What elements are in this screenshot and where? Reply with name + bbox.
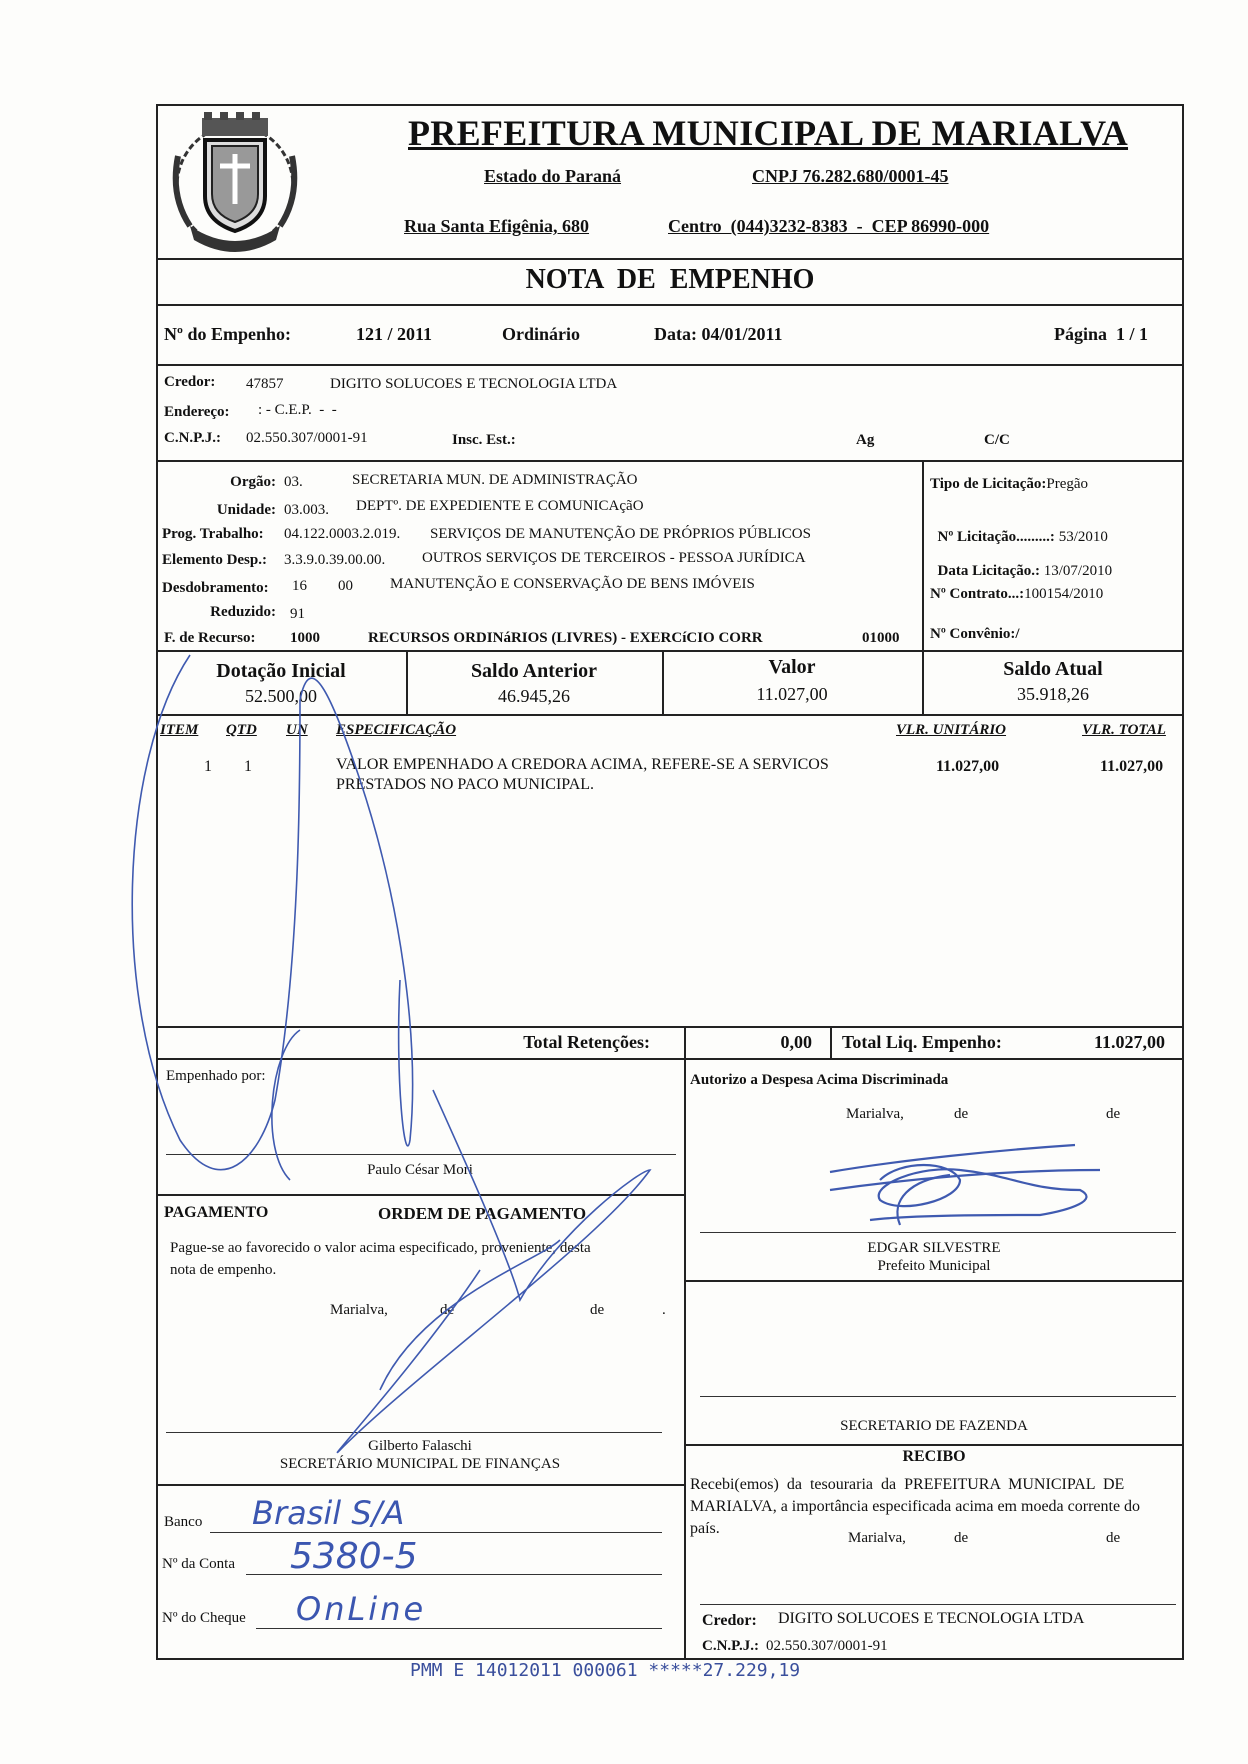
banco-field[interactable]: Brasil S/A — [252, 1494, 405, 1532]
credor-name: DIGITO SOLUCOES E TECNOLOGIA LTDA — [330, 376, 618, 392]
empenho-label: Nº do Empenho: — [164, 324, 291, 344]
header-state: Estado do Paraná — [484, 166, 622, 186]
credor-label: Credor: — [164, 374, 216, 390]
recibo-city: Marialva, — [848, 1530, 906, 1546]
credor-address-label: Endereço: — [164, 404, 230, 420]
empenho-number: 121 / 2011 — [356, 324, 433, 344]
signer-gilberto-role: SECRETÁRIO MUNICIPAL DE FINANÇAS — [279, 1456, 561, 1472]
credor-insc-label: Insc. Est.: — [452, 432, 516, 448]
saldo-atual-value: 35.918,26 — [1017, 684, 1089, 704]
recurso-desc: RECURSOS ORDINáRIOS (LIVRES) - EXERCíCIO CORR — [368, 630, 763, 646]
licitacao-numero-value: 53/2010 — [1058, 529, 1108, 545]
saldo-anterior-label: Saldo Anterior — [470, 660, 598, 682]
credor-code: 47857 — [246, 376, 284, 392]
row-total-value: 11.027,00 — [1100, 758, 1164, 775]
signer-gilberto: Gilberto Falaschi — [368, 1438, 472, 1454]
prog-label: Prog. Trabalho: — [162, 526, 264, 542]
licitacao-tipo — [930, 476, 1088, 493]
licitacao-contrato — [930, 586, 1103, 603]
unidade-label: Unidade: — [216, 502, 276, 518]
ordem-city: Marialva, — [330, 1302, 388, 1318]
autorizo-city: Marialva, — [846, 1106, 904, 1122]
credor-address-value: : - C.E.P. - - — [258, 402, 337, 418]
row-unit-value: 11.027,00 — [936, 758, 1000, 775]
prog-desc: SERVIÇOS DE MANUTENÇÃO DE PRÓPRIOS PÚBLICOS — [430, 526, 811, 542]
header-title: PREFEITURA MUNICIPAL DE MARIALVA — [408, 113, 1129, 153]
saldo-atual-label: Saldo Atual — [1003, 658, 1103, 680]
valor-value: 11.027,00 — [756, 684, 828, 704]
row-qtd: 1 — [244, 758, 252, 775]
col-header-un: UN — [286, 722, 308, 738]
unidade-desc: DEPTº. DE EXPEDIENTE E COMUNICAçãO — [356, 498, 644, 514]
ordem-pagamento-label: ORDEM DE PAGAMENTO — [378, 1204, 587, 1223]
row-spec-line2: PRESTADOS NO PACO MUNICIPAL. — [336, 776, 595, 793]
recibo-credor-label: Credor: — [702, 1612, 757, 1629]
licitacao-data-label: Data Licitação.: — [937, 563, 1044, 579]
credor-cnpj-value: 02.550.307/0001-91 — [246, 430, 368, 446]
dotacao-inicial-value: 52.500,00 — [245, 686, 317, 706]
cheque-label: Nº do Cheque — [162, 1610, 246, 1626]
autorizo-de-2: de — [1106, 1106, 1121, 1122]
col-header-item: ITEM — [160, 722, 199, 738]
recurso-code: 1000 — [290, 630, 320, 646]
recibo-cnpj-label: C.N.P.J.: — [702, 1638, 759, 1654]
signer-edgar-role: Prefeito Municipal — [877, 1258, 991, 1274]
licitacao-numero-label: Nº Licitação.........: — [937, 529, 1059, 545]
saldo-anterior-value: 46.945,26 — [498, 686, 570, 706]
orgao-label: Orgão: — [230, 474, 276, 490]
recibo-cnpj-value: 02.550.307/0001-91 — [766, 1638, 888, 1654]
empenho-type: Ordinário — [502, 324, 581, 344]
recurso-label: F. de Recurso: — [164, 630, 256, 646]
ordem-de-1: de — [440, 1302, 455, 1318]
credor-ag-label: Ag — [856, 432, 875, 448]
licitacao-contrato-label: Nº Contrato...: — [930, 586, 1025, 602]
document-title: NOTA DE EMPENHO — [525, 264, 815, 295]
total-liq-label: Total Liq. Empenho: — [842, 1032, 1002, 1052]
col-header-especificacao: ESPECIFICAÇÃO — [336, 722, 457, 738]
total-liq-value: 11.027,00 — [1094, 1032, 1166, 1052]
licitacao-numero — [930, 512, 1108, 546]
dotacao-inicial-label: Dotação Inicial — [216, 660, 346, 682]
recibo-credor-value: DIGITO SOLUCOES E TECNOLOGIA LTDA — [778, 1610, 1085, 1627]
col-header-qtd: QTD — [226, 722, 257, 738]
autorizo-label: Autorizo a Despesa Acima Discriminada — [690, 1072, 949, 1088]
total-retencoes-value: 0,00 — [780, 1032, 812, 1052]
empenhado-por-label: Empenhado por: — [166, 1068, 266, 1084]
licitacao-convenio: Nº Convênio:/ — [930, 626, 1020, 642]
credor-cc-label: C/C — [984, 432, 1010, 448]
coat-of-arms-seal — [160, 106, 310, 256]
header-address: Rua Santa Efigênia, 680 — [404, 216, 590, 236]
col-header-vlr-total: VLR. TOTAL — [1082, 722, 1166, 738]
elemento-label: Elemento Desp.: — [162, 552, 267, 568]
pague-line2: nota de empenho. — [170, 1262, 277, 1278]
row-item: 1 — [204, 758, 212, 775]
ordem-de-2: de — [590, 1302, 605, 1318]
recibo-de-2: de — [1106, 1530, 1121, 1546]
conta-label: Nº da Conta — [162, 1556, 235, 1572]
signer-edgar: EDGAR SILVESTRE — [867, 1240, 1001, 1256]
licitacao-tipo-label: Tipo de Licitação: — [930, 476, 1047, 492]
payment-stamp: PMM E 14012011 000061 *****27.229,19 — [410, 1660, 801, 1681]
pagamento-label: PAGAMENTO — [164, 1204, 269, 1221]
header-district-phone-cep: Centro (044)3232-8383 - CEP 86990-000 — [668, 216, 990, 236]
empenho-date: Data: 04/01/2011 — [654, 324, 783, 344]
total-retencoes-label: Total Retenções: — [523, 1032, 650, 1052]
valor-label: Valor — [768, 656, 816, 678]
reduzido-value: 91 — [290, 606, 305, 622]
licitacao-data-value: 13/07/2010 — [1043, 563, 1113, 579]
recibo-line1: Recebi(emos) da tesouraria da PREFEITURA MUNICIPAL DE — [690, 1476, 1125, 1493]
autorizo-de-1: de — [954, 1106, 969, 1122]
recibo-title: RECIBO — [902, 1448, 966, 1465]
unidade-code: 03.003. — [284, 502, 329, 518]
licitacao-data — [930, 546, 1112, 580]
recibo-de-1: de — [954, 1530, 969, 1546]
ordem-period: . — [662, 1302, 666, 1318]
elemento-code: 3.3.9.0.39.00.00. — [284, 552, 386, 568]
signer-paulo: Paulo César Mori — [367, 1162, 473, 1178]
elemento-desc: OUTROS SERVIÇOS DE TERCEIROS - PESSOA JURÍDICA — [422, 550, 806, 566]
recibo-line2: MARIALVA, a importância especificada acima em moeda corrente do — [690, 1498, 1141, 1515]
header-cnpj: CNPJ 76.282.680/0001-45 — [752, 166, 949, 186]
conta-field[interactable]: 5380-5 — [290, 1536, 418, 1577]
desdobramento-code1: 16 — [292, 578, 307, 594]
licitacao-tipo-value: Pregão — [1046, 476, 1089, 492]
prog-code: 04.122.0003.2.019. — [284, 526, 401, 542]
desdobramento-label: Desdobramento: — [162, 580, 269, 596]
empenho-page: Página 1 / 1 — [1054, 324, 1149, 344]
reduzido-label: Reduzido: — [210, 604, 276, 620]
desdobramento-desc: MANUTENÇÃO E CONSERVAÇÃO DE BENS IMÓVEIS — [390, 576, 755, 592]
recibo-line3: país. — [690, 1520, 720, 1537]
recurso-num: 01000 — [862, 630, 900, 646]
credor-cnpj-label: C.N.P.J.: — [164, 430, 221, 446]
licitacao-contrato-value: 100154/2010 — [1024, 586, 1104, 602]
orgao-desc: SECRETARIA MUN. DE ADMINISTRAÇÃO — [352, 472, 638, 488]
desdobramento-code2: 00 — [338, 578, 353, 594]
cheque-field[interactable]: OnLine — [296, 1590, 427, 1628]
orgao-code: 03. — [284, 474, 303, 490]
row-spec-line1: VALOR EMPENHADO A CREDORA ACIMA, REFERE-SE A SERVICOS — [336, 756, 829, 773]
secretario-fazenda: SECRETARIO DE FAZENDA — [840, 1418, 1028, 1434]
banco-label: Banco — [164, 1514, 203, 1530]
col-header-vlr-unitario: VLR. UNITÁRIO — [896, 722, 1007, 738]
pague-line1: Pague-se ao favorecido o valor acima especificado, proveniente, desta — [170, 1240, 591, 1256]
